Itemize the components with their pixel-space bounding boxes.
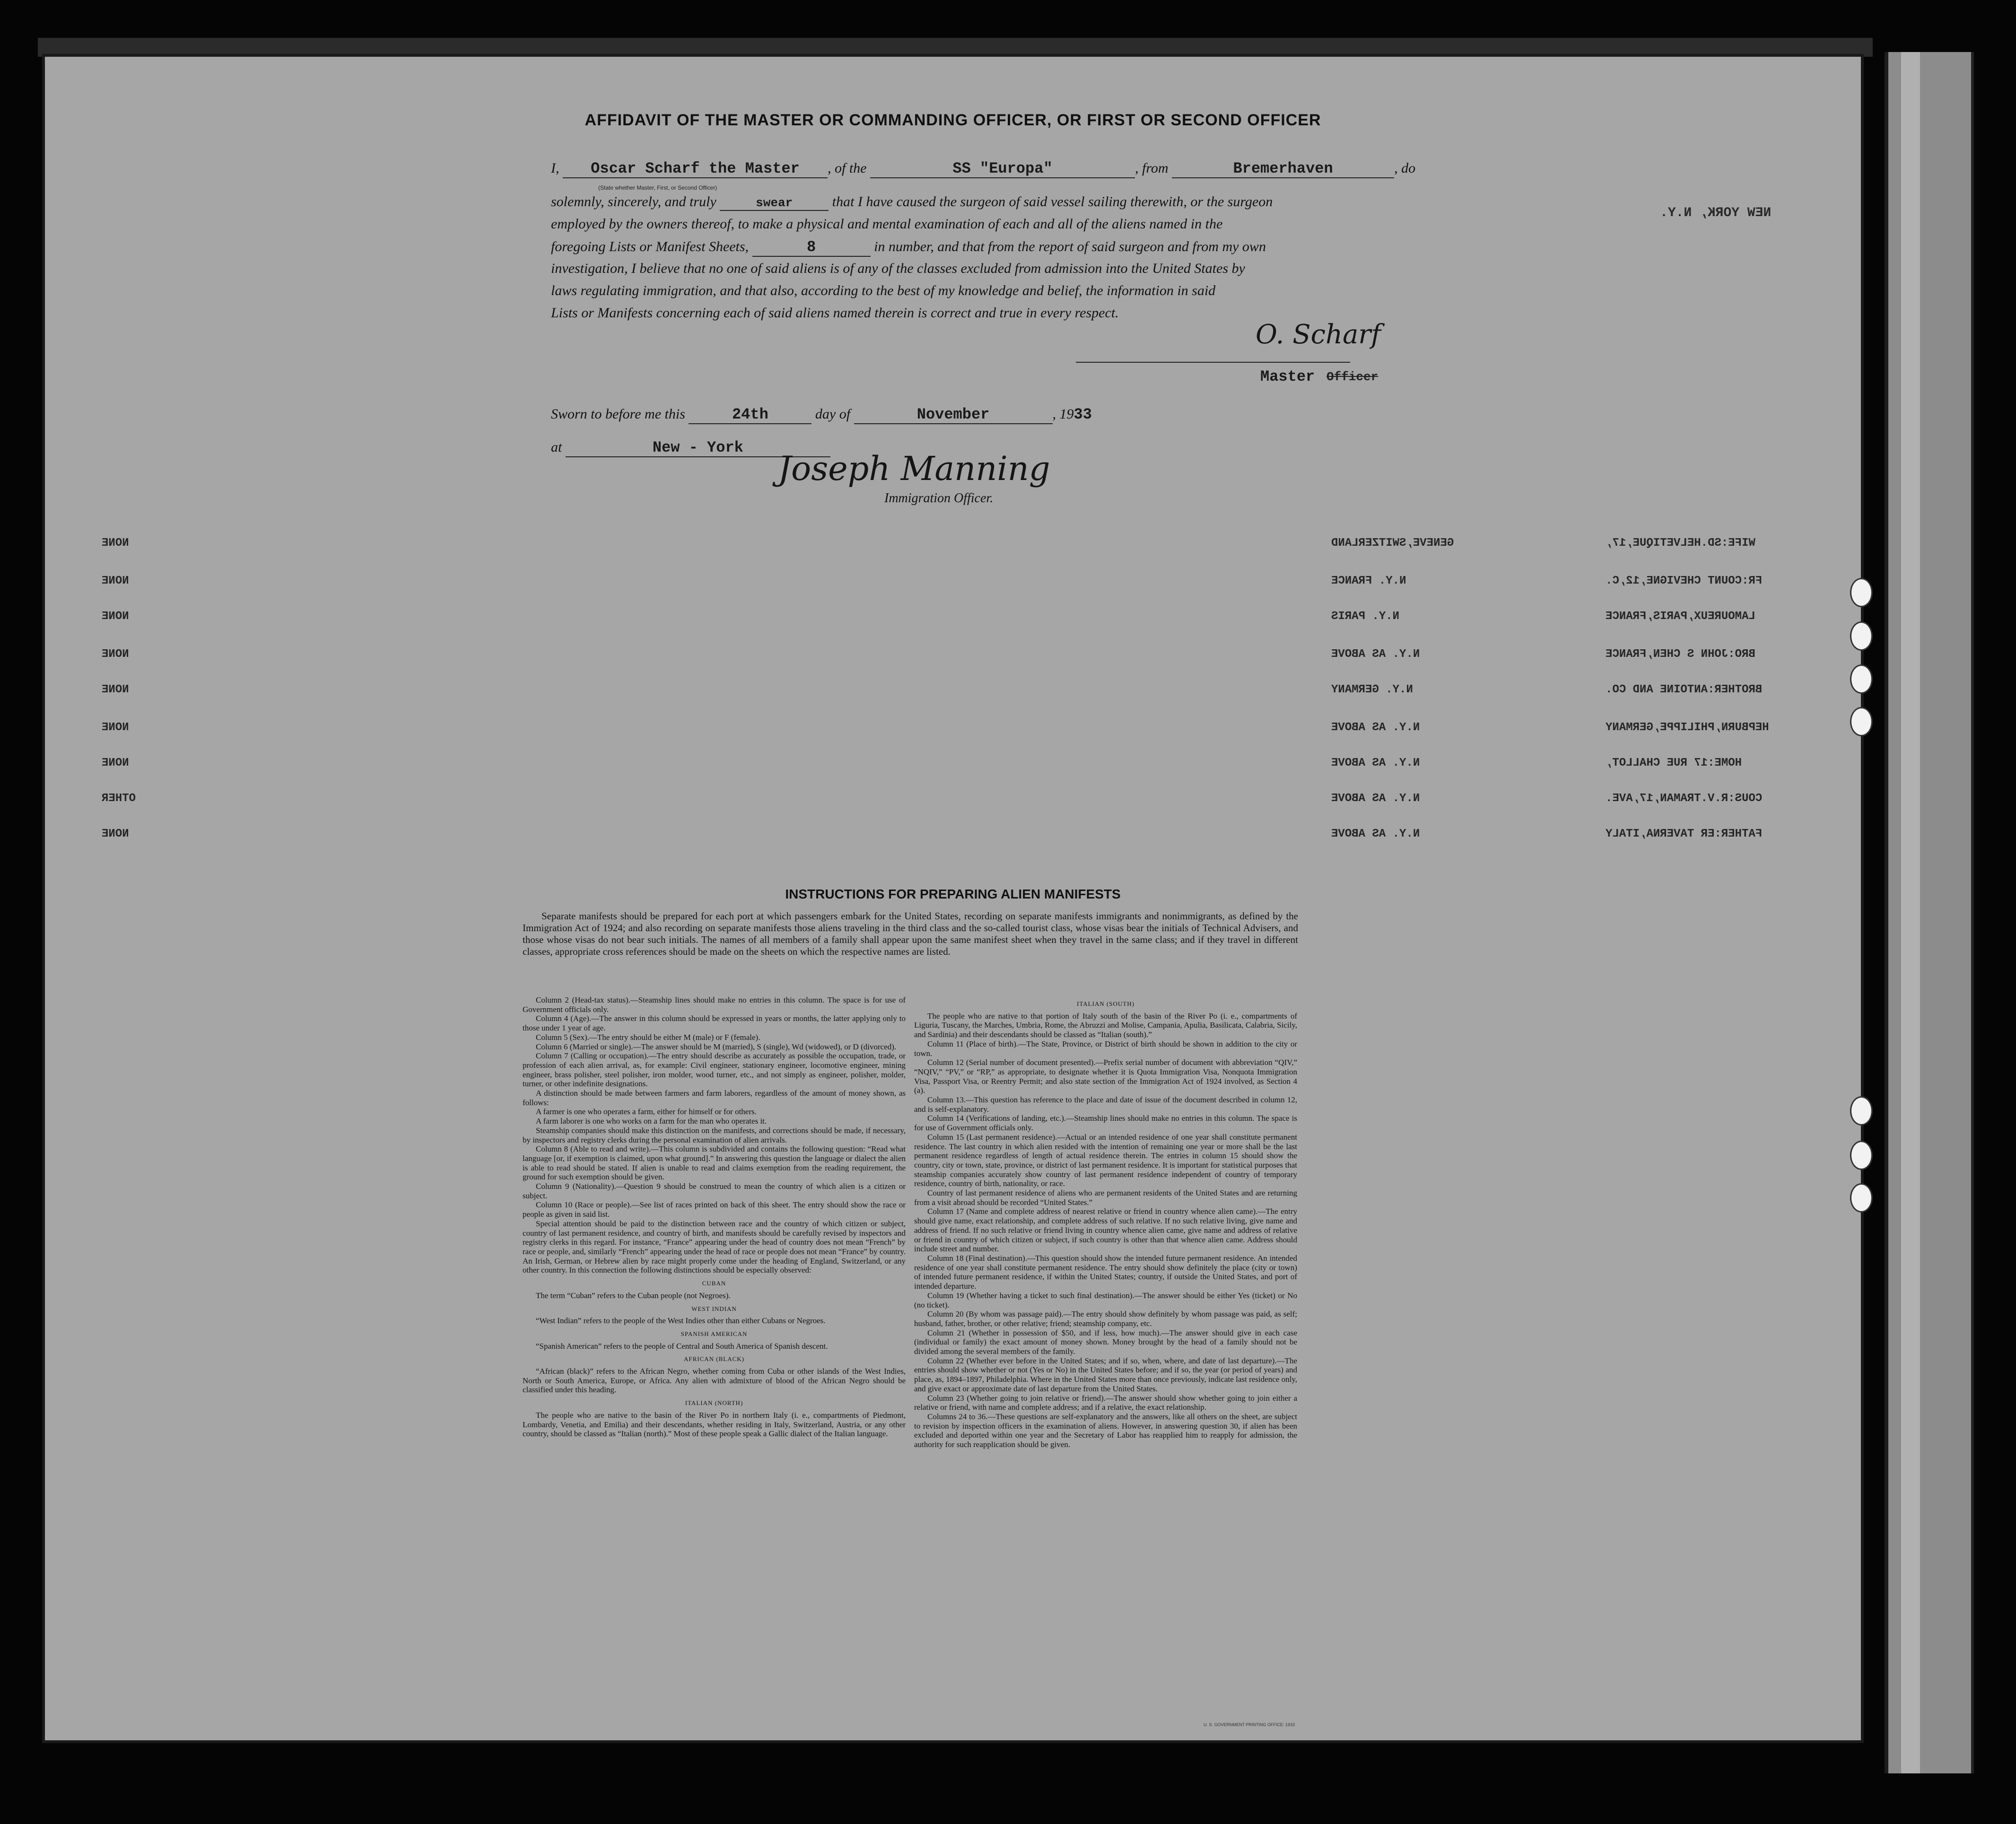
bleedthrough-cell-mid: N.Y. FRANCE <box>1331 575 1406 587</box>
do-label: , do <box>1394 160 1416 176</box>
heading-italian-south: ITALIAN (SOUTH) <box>1077 1000 1135 1007</box>
heading-african: AFRICAN (BLACK) <box>683 1355 745 1363</box>
at-place-field: New - York <box>566 439 830 457</box>
instruction-paragraph: Column 19 (Whether having a ticket to such final destination).—The answer should be either Yes (ticket) or No (no ticket). <box>914 1291 1297 1309</box>
binder-hole <box>1850 578 1873 607</box>
instruction-paragraph: Column 12 (Serial number of document presented).—Prefix serial number of document with abbreviation “QIV,” “NQIV,” “PV,” or “RP,” as appropriate, to designate whether it is Quota Immigration Visa, Nonquota Immigration Visa, Passport Visa, or Reentry Permit; and also state section of the Immigration Act of 1924 involved, as Section 4 (a). <box>914 1058 1297 1095</box>
binder-hole <box>1850 1096 1873 1126</box>
affidavit-line-7: Lists or Manifests concerning each of said aliens named therein is correct and true in every respect. <box>551 305 1119 321</box>
affidavit-line-3: employed by the owners thereof, to make a physical and mental examination of each and all of the aliens named in the <box>551 216 1223 232</box>
binder-hole <box>1850 1141 1873 1170</box>
instruction-paragraph: Column 17 (Name and complete address of nearest relative or friend in country whence alien came).—The entry should give name, exact relationship, and complete address of such relative. If no such relative living, give name and address of friend. If no such relative or friend living in country whence alien came, give name and address of relative or friend in country of which citizen or subject, if such country is other than that whence alien came. Address should include street and number. <box>914 1207 1297 1254</box>
instruction-paragraph: Special attention should be paid to the distinction between race and the country of which citizen or subject, country of last permanent residence, and country of birth, and manifests should be carefully revised by inspectors and registry clerks in this regard. For instance, “France” appearing under the head of country does not mean “French” by race or people, and, similarly “French” appearing under the head of race or people does not mean “France” by country. An Irish, German, or Hebrew alien by race might properly come under the heading of England, Switzerland, or any other country. In this connection the following distinctions should be especially observed: <box>523 1219 906 1275</box>
line2-post: that I have caused the surgeon of said vessel sailing therewith, or the surgeon <box>832 194 1273 209</box>
bleedthrough-cell-mid: N.Y. AS ABOVE <box>1331 828 1420 840</box>
bleedthrough-cell-left: FR:COUNT CHEVIGNE,12,C. <box>1606 575 1763 587</box>
line4-post: in number, and that from the report of said surgeon and from my own <box>874 239 1266 254</box>
bleedthrough-row <box>45 575 1861 593</box>
left-paragraphs <box>523 995 906 1275</box>
bleedthrough-row <box>45 757 1861 776</box>
instruction-paragraph: The people who are native to that portion of Italy south of the basin of the River Po (i. e., compartments of Liguria, Tuscany, the Marches, Umbria, Rome, the Abruzzi and Molise, Campania, Apulia, Basilicata, Calabria, Sicily, and Sardinia) and their descendants should be classed as “Italian (south).” <box>914 1011 1297 1039</box>
page-top-shadow <box>38 38 1873 57</box>
sworn-pre: Sworn to before me this <box>551 406 685 422</box>
bleedthrough-row <box>45 610 1861 629</box>
paragraph-african: “African (black)” refers to the African Negro, whether coming from Cuba or other islands of the West Indies, North or South America, Europe, or Africa. Any alien with admixture of blood of the African Negro should be classified under this heading. <box>523 1367 906 1395</box>
signature-line <box>1076 362 1350 363</box>
sworn-day-field: 24th <box>689 406 812 424</box>
instruction-paragraph: Column 6 (Married or single).—The answer should be M (married), S (single), Wd (widowed), or D (divorced). <box>536 1042 897 1051</box>
master-label: Master <box>1260 368 1315 385</box>
instruction-paragraph: Column 11 (Place of birth).—The State, Province, or District of birth should be shown in addition to the city or town. <box>914 1039 1297 1058</box>
instruction-paragraph: Column 7 (Calling or occupation).—The entry should describe as accurately as possible the occupation, trade, or profession of each alien arrival, as, for example: Civil engineer, stationary engineer, locomotive engineer, mining engineer, brass polisher, steel polisher, iron molder, wood turner, etc., and not simply as engineer, polisher, molder, turner, or other indefinite designations. <box>523 1051 906 1089</box>
bleedthrough-cell-right: NONE <box>102 828 129 840</box>
instruction-paragraph: Column 13.—This question has reference to the place and date of issue of the document described in column 12, and is self-explanatory. <box>914 1095 1297 1114</box>
sworn-month-field: November <box>854 406 1053 424</box>
bleedthrough-cell-right: NONE <box>102 575 129 587</box>
instruction-paragraph: Column 8 (Able to read and write).—This column is subdivided and contains the following question: “Read what language [or, if exemption is claimed, upon what ground].” In answering this question the language or dialect the alien is able to read should be stated. If alien is unable to read and claims exemption from the reading requirement, the ground for such exemption should be given. <box>523 1144 906 1182</box>
bleedthrough-cell-mid: GENEVE,SWITZERLAND <box>1331 537 1454 550</box>
bleedthrough-cell-mid: N.Y. GERMANY <box>1331 683 1413 696</box>
bleedthrough-row <box>45 683 1861 702</box>
binder-hole <box>1850 664 1873 694</box>
bleedthrough-cell-right: OTHER <box>102 792 136 805</box>
instruction-paragraph: Column 14 (Verifications of landing, etc.).—Steamship lines should make no entries in this column. The space is for use of Government officials only. <box>914 1114 1297 1133</box>
binder-spine-strip <box>1901 52 1920 1773</box>
bleedthrough-cell-left: BROTHER:ANTOINE AND CO. <box>1606 683 1763 696</box>
right-paragraphs <box>914 1012 1297 1449</box>
heading-italian-north: ITALIAN (NORTH) <box>685 1399 743 1407</box>
bleedthrough-cell-right: NONE <box>102 683 129 696</box>
immigration-officer-label: Immigration Officer. <box>884 491 994 506</box>
bleedthrough-cell-right: NONE <box>102 757 129 769</box>
affidavit-line-4 <box>551 238 1266 257</box>
from-label: , from <box>1135 160 1169 176</box>
heading-west-indian: WEST INDIAN <box>691 1305 737 1312</box>
affidavit-pre-name: I, <box>551 160 559 176</box>
bleedthrough-cell-left: COUS:R.V.TRAMAN,17,AVE. <box>1606 792 1763 805</box>
instructions-right-column <box>914 995 1297 1449</box>
printing-office-note: U. S. GOVERNMENT PRINTING OFFICE: 1933 <box>1204 1722 1295 1727</box>
bleedthrough-cell-right: NONE <box>102 537 129 550</box>
bleedthrough-row <box>45 721 1861 740</box>
binder-hole <box>1850 621 1873 651</box>
paragraph-cuban: The term “Cuban” refers to the Cuban people (not Negroes). <box>536 1291 731 1300</box>
manifest-sheet <box>45 57 1861 1740</box>
bleedthrough-cell-mid: N.Y. AS ABOVE <box>1331 721 1420 734</box>
line2-pre: solemnly, sincerely, and truly <box>551 194 716 209</box>
bleedthrough-cell-right: NONE <box>102 648 129 661</box>
bleedthrough-cell-left: FATHER:ER TAVERNA,ITALY <box>1606 828 1763 840</box>
bleedthrough-cell-left: LAMOUREUX,PARIS,FRANCE <box>1606 610 1755 623</box>
affidavit-line-5: investigation, I believe that no one of said aliens is of any of the classes excluded from admission into the United States by <box>551 261 1245 276</box>
of-the-label: , of the <box>828 160 867 176</box>
instruction-paragraph: Column 10 (Race or people).—See list of races printed on back of this sheet. The entry should show the race or people as given in said list. <box>523 1200 906 1219</box>
instruction-paragraph: Column 22 (Whether ever before in the United States; and if so, when, where, and date of last departure).—The entries should show whether or not (Yes or No) in the United States before; and if so, the year (or period of years) and place, as, 1894–1897, Philadelphia. Where in the United States more than once previously, indicate last residence only, and give exact or approximate date of last departure from the United States. <box>914 1356 1297 1393</box>
bleedthrough-cell-left: HEPBURN,PHILIPPE,GERMANY <box>1606 721 1769 734</box>
line4-pre: foregoing Lists or Manifest Sheets, <box>551 239 749 254</box>
at-label: at <box>551 439 562 455</box>
vessel-name-field: SS "Europa" <box>870 160 1135 178</box>
affidavit-line-6: laws regulating immigration, and that also, according to the best of my knowledge and belief, the information in said <box>551 283 1216 298</box>
instruction-paragraph: Column 15 (Last permanent residence).—Actual or an intended residence of one year shall constitute permanent residence. The last country in which alien resided with the intention of remaining one year or more shall be the last permanent residence regardless of length of actual residence therein. The entries in column 15 should show the country, city or town, state, province, or district of last permanent residence. It is important for statistical purposes that steamship companies accurately show country of last permanent residence independent of country of temporary residence, country of birth, nationality, or race. <box>914 1132 1297 1188</box>
instruction-paragraph: Column 9 (Nationality).—Question 9 should be construed to mean the country of which alien is a citizen or subject. <box>523 1182 906 1200</box>
instruction-paragraph: Country of last permanent residence of aliens who are permanent residents of the United States and are returning from a visit abroad should be recorded “United States.” <box>914 1188 1297 1207</box>
heading-cuban: CUBAN <box>702 1280 726 1287</box>
bleedthrough-cell-right: NONE <box>102 721 129 734</box>
instruction-paragraph: Column 5 (Sex).—The entry should be either M (male) or F (female). <box>536 1032 760 1042</box>
paragraph-italian-north: The people who are native to the basin of the River Po in northern Italy (i. e., compartments of Piedmont, Lombardy, Venetia, and Emilia) and their descendants, whether residing in Italy, Switzerland, Austria, or any other country, should be classed as “Italian (north).” Most of these people speak a Gallic dialect of the Italian language. <box>523 1410 906 1439</box>
officer-struck-label: Officer <box>1327 370 1379 384</box>
instruction-paragraph: Column 4 (Age).—The answer in this column should be expressed in years or months, the latter applying only to those under 1 year of age. <box>523 1014 906 1033</box>
bleedthrough-cell-mid: N.Y. AS ABOVE <box>1331 648 1420 661</box>
binder-hole <box>1850 707 1873 736</box>
bleedthrough-cell-left: WIFE:SD.HELVETIQUE,17, <box>1606 537 1755 550</box>
instructions-intro: Separate manifests should be prepared for each port at which passengers embark for the United States, recording on separate manifests immigrants and nonimmigrants, as defined by the Immigration Act of 1924; and also recording on separate manifests those aliens traveling in the third class and the so-called tourist class, whose visas bear the initials of Technical Advisers, and those whose visas do not bear such initials. The names of all members of a family shall appear upon the same manifest sheet when they travel in the same class; and if they travel in different classes, appropriate cross references should be made on the sheets on which the respective names are listed. <box>523 910 1298 957</box>
oath-word-field: swear <box>720 196 829 211</box>
heading-spanish-american: SPANISH AMERICAN <box>681 1330 748 1337</box>
instructions-left-column <box>523 995 906 1439</box>
instruction-paragraph: A farmer is one who operates a farm, either for himself or for others. <box>536 1107 757 1117</box>
bleedthrough-row <box>45 537 1861 556</box>
paragraph-spanish-american: “Spanish American” refers to the people of Central and South America of Spanish descent. <box>536 1341 828 1351</box>
binder-hole <box>1850 1183 1873 1213</box>
sheet-count-field: 8 <box>752 238 871 257</box>
affidavit-line-1 <box>551 160 1415 178</box>
sworn-year-prefix: , 19 <box>1052 406 1074 422</box>
bleedthrough-cell-left: BRO:JOHN S CHEN,FRANCE <box>1606 648 1755 661</box>
binder-spine <box>1885 52 1974 1773</box>
instruction-paragraph: Columns 24 to 36.—These questions are self-explanatory and the answers, like all others on the sheet, are subject to revision by inspection officers in the examination of aliens. However, in answering question 30, if alien has been excluded and deported within one year and the Secretary of Labor has reapplied him to reapply for admission, the authority for such reapplication should be given. <box>914 1412 1297 1449</box>
instruction-paragraph: Column 18 (Final destination).—This question should show the intended future permanent residence. An intended residence of one year shall constitute permanent residence. The entry should show definitely the place (city or town) of intended future permanent residence, if within the United States; country, if outside the United States, and port of intended departure. <box>914 1253 1297 1291</box>
instruction-paragraph: Column 20 (By whom was passage paid).—The entry should show definitely by whom passage was paid, as self; husband, father, brother, or other relative; friend; steamship company, etc. <box>914 1309 1297 1328</box>
instruction-paragraph: Column 23 (Whether going to join relative or friend).—The answer should show whether going to join either a relative or friend, with name and complete address; and if a relative, the exact relationship. <box>914 1393 1297 1412</box>
bleedthrough-row <box>45 648 1861 667</box>
instruction-paragraph: Column 21 (Whether in possession of $50, and if less, how much).—The answer should give in each case (individual or family) the exact amount of money shown. Money brought by the head of a family should not be divided among the several members of the family. <box>914 1328 1297 1356</box>
instruction-paragraph: Column 2 (Head-tax status).—Steamship lines should make no entries in this column. The space is for use of Government officials only. <box>523 995 906 1014</box>
bleedthrough-cell-mid: N.Y. AS ABOVE <box>1331 757 1420 769</box>
immigration-officer-signature: Joseph Manning <box>778 449 1050 488</box>
bleedthrough-cell-left: HOME:17 RUE CHALLOT, <box>1606 757 1742 769</box>
instruction-paragraph: Steamship companies should make this distinction on the manifests, and corrections should be made, if necessary, by inspectors and registry clerks during the personal examination of alien arrivals. <box>523 1126 906 1144</box>
master-signature: O. Scharf <box>1256 319 1381 350</box>
port-field: Bremerhaven <box>1172 160 1394 178</box>
sworn-line <box>551 406 1092 424</box>
affidavit-title: AFFIDAVIT OF THE MASTER OR COMMANDING OFFICER, OR FIRST OR SECOND OFFICER <box>585 111 1321 129</box>
instruction-paragraph: A distinction should be made between farmers and farm laborers, regardless of the amount of money shown, as follows: <box>523 1089 906 1107</box>
instructions-title: INSTRUCTIONS FOR PREPARING ALIEN MANIFESTS <box>785 887 1121 901</box>
officer-name-field: Oscar Scharf the Master <box>563 160 828 178</box>
bleedthrough-cell-mid: N.Y. PARIS <box>1331 610 1400 623</box>
instruction-paragraph: A farm laborer is one who works on a farm for the man who operates it. <box>536 1117 767 1126</box>
bleedthrough-header: NEW YORK, N.Y. <box>1659 206 1771 220</box>
paragraph-west-indian: “West Indian” refers to the people of the West Indies other than either Cubans or Negroes. <box>536 1316 826 1326</box>
bleedthrough-row <box>45 792 1861 811</box>
bleedthrough-cell-right: NONE <box>102 610 129 623</box>
officer-hint: (State whether Master, First, or Second Officer) <box>598 184 717 191</box>
bleedthrough-row <box>45 828 1861 847</box>
sworn-mid: day of <box>815 406 851 422</box>
affidavit-line-2 <box>551 194 1273 211</box>
bleedthrough-cell-mid: N.Y. AS ABOVE <box>1331 792 1420 805</box>
sworn-year-field: 33 <box>1073 406 1092 423</box>
